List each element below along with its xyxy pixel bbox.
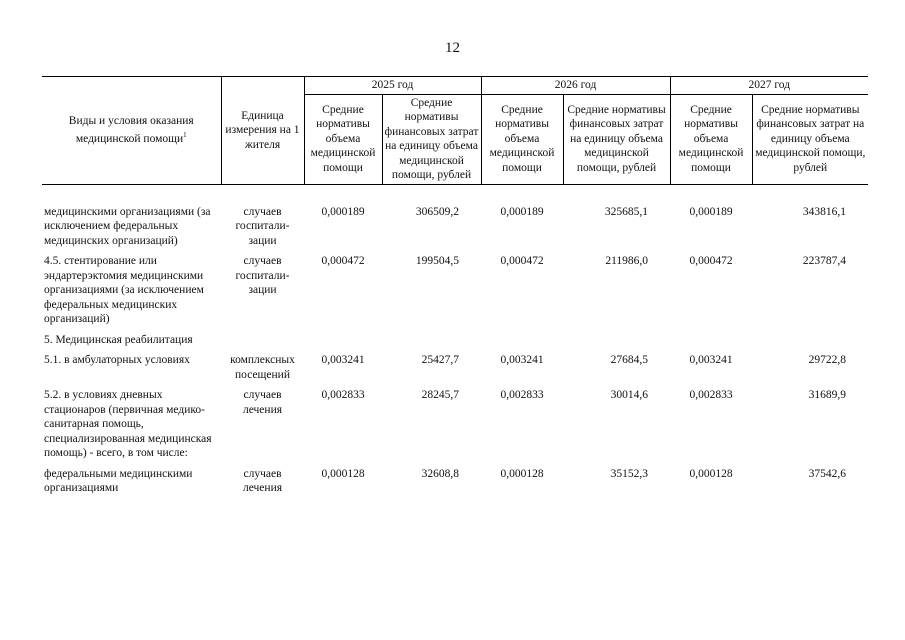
cell-c2026: 325685,1 <box>604 205 649 218</box>
header-cost-2025: Средние нормативы финансовых затрат на единицу объема медицинской помощи, рублей <box>382 94 481 184</box>
header-year-2025: 2025 год <box>304 77 481 95</box>
cell-v2026 <box>481 333 563 354</box>
cell-v2026: 0,000472 <box>500 255 544 267</box>
cell-c2027: 29722,8 <box>808 354 847 366</box>
row-name: 5. Медицинская реабилитация <box>44 333 193 346</box>
row-unit: случаев лечения <box>242 389 283 416</box>
cell-c2025: 306509,2 <box>415 205 460 218</box>
cell-c2025: 25427,7 <box>421 354 460 366</box>
header-volume-2027: Средние нормативы объема медицинской помощи <box>670 94 752 184</box>
row-name: медицинскими организациями (за исключением федеральных медицинских организаций) <box>44 205 211 247</box>
cell-v2026: 0,002833 <box>500 389 544 401</box>
row-name: федеральными медицинскими организациями <box>44 467 193 494</box>
row-name: 5.1. в амбулаторных условиях <box>44 354 190 366</box>
page-number: 12 <box>445 40 460 56</box>
header-kind: Виды и условия оказания медицинской помощи$^1$ <box>42 77 221 185</box>
row-unit: случаев госпитали-зации <box>235 255 290 296</box>
row-name: 4.5. стентирование или эндартерэктомия медицинскими организациями (за исключением федеральных медицинских организаций) <box>44 255 204 325</box>
cell-v2027: 0,002833 <box>689 389 733 401</box>
cell-v2025: 0,002833 <box>321 389 365 401</box>
row-unit: комплексных посещений <box>230 354 295 381</box>
cell-c2026: 35152,3 <box>610 467 649 480</box>
header-volume-2026: Средние нормативы объема медицинской помощи <box>481 94 563 184</box>
cell-c2026: 30014,6 <box>610 389 649 401</box>
row-unit <box>221 333 304 354</box>
cell-c2025: 32608,8 <box>421 467 460 480</box>
table-row <box>42 388 868 467</box>
cell-v2026: 0,000128 <box>500 467 544 480</box>
cell-c2026: 27684,5 <box>610 354 649 366</box>
cell-c2026 <box>563 333 670 354</box>
cell-v2027: 0,000128 <box>689 467 733 480</box>
table-row <box>42 205 868 255</box>
cell-c2025: 28245,7 <box>421 389 460 401</box>
header-volume-2025: Средние нормативы объема медицинской помощи <box>304 94 382 184</box>
cell-v2027: 0,000189 <box>689 205 733 218</box>
cell-v2027: 0,000472 <box>689 255 733 267</box>
header-year-2027: 2027 год <box>670 77 868 95</box>
cell-v2026: 0,000189 <box>500 205 544 218</box>
cell-v2025 <box>304 333 382 354</box>
cell-v2026: 0,003241 <box>500 354 544 366</box>
cell-v2025: 0,003241 <box>321 354 365 366</box>
cell-c2027 <box>752 333 868 354</box>
table-row <box>42 467 868 502</box>
cell-v2025: 0,000128 <box>321 467 365 480</box>
table-row <box>42 333 868 354</box>
norms-table <box>42 76 868 502</box>
cell-c2027: 37542,6 <box>808 467 847 480</box>
header-cost-2026: Средние нормативы финансовых затрат на единицу объема медицинской помощи, рублей <box>563 94 670 184</box>
table-row <box>42 254 868 333</box>
table-row <box>42 353 868 388</box>
row-unit: случаев госпитали-зации <box>235 205 290 247</box>
row-name: 5.2. в условиях дневных стационаров (первичная медико-санитарная помощь, специализированная медицинская помощь) - всего, в том числе: <box>44 389 212 459</box>
cell-v2027: 0,003241 <box>689 354 733 366</box>
row-unit: случаев лечения <box>242 467 283 494</box>
header-unit: Единица измерения на 1 жителя <box>221 77 304 185</box>
cell-v2025: 0,000472 <box>321 255 365 267</box>
cell-c2027: 223787,4 <box>802 255 847 267</box>
cell-c2026: 211986,0 <box>605 255 649 267</box>
cell-c2025: 199504,5 <box>415 255 460 267</box>
cell-v2027 <box>670 333 752 354</box>
cell-c2027: 343816,1 <box>802 205 847 218</box>
cell-c2025 <box>382 333 481 354</box>
header-cost-2027: Средние нормативы финансовых затрат на единицу объема медицинской помощи, рублей <box>752 94 868 184</box>
header-year-2026: 2026 год <box>481 77 670 95</box>
cell-v2025: 0,000189 <box>321 205 365 218</box>
cell-c2027: 31689,9 <box>808 389 847 401</box>
